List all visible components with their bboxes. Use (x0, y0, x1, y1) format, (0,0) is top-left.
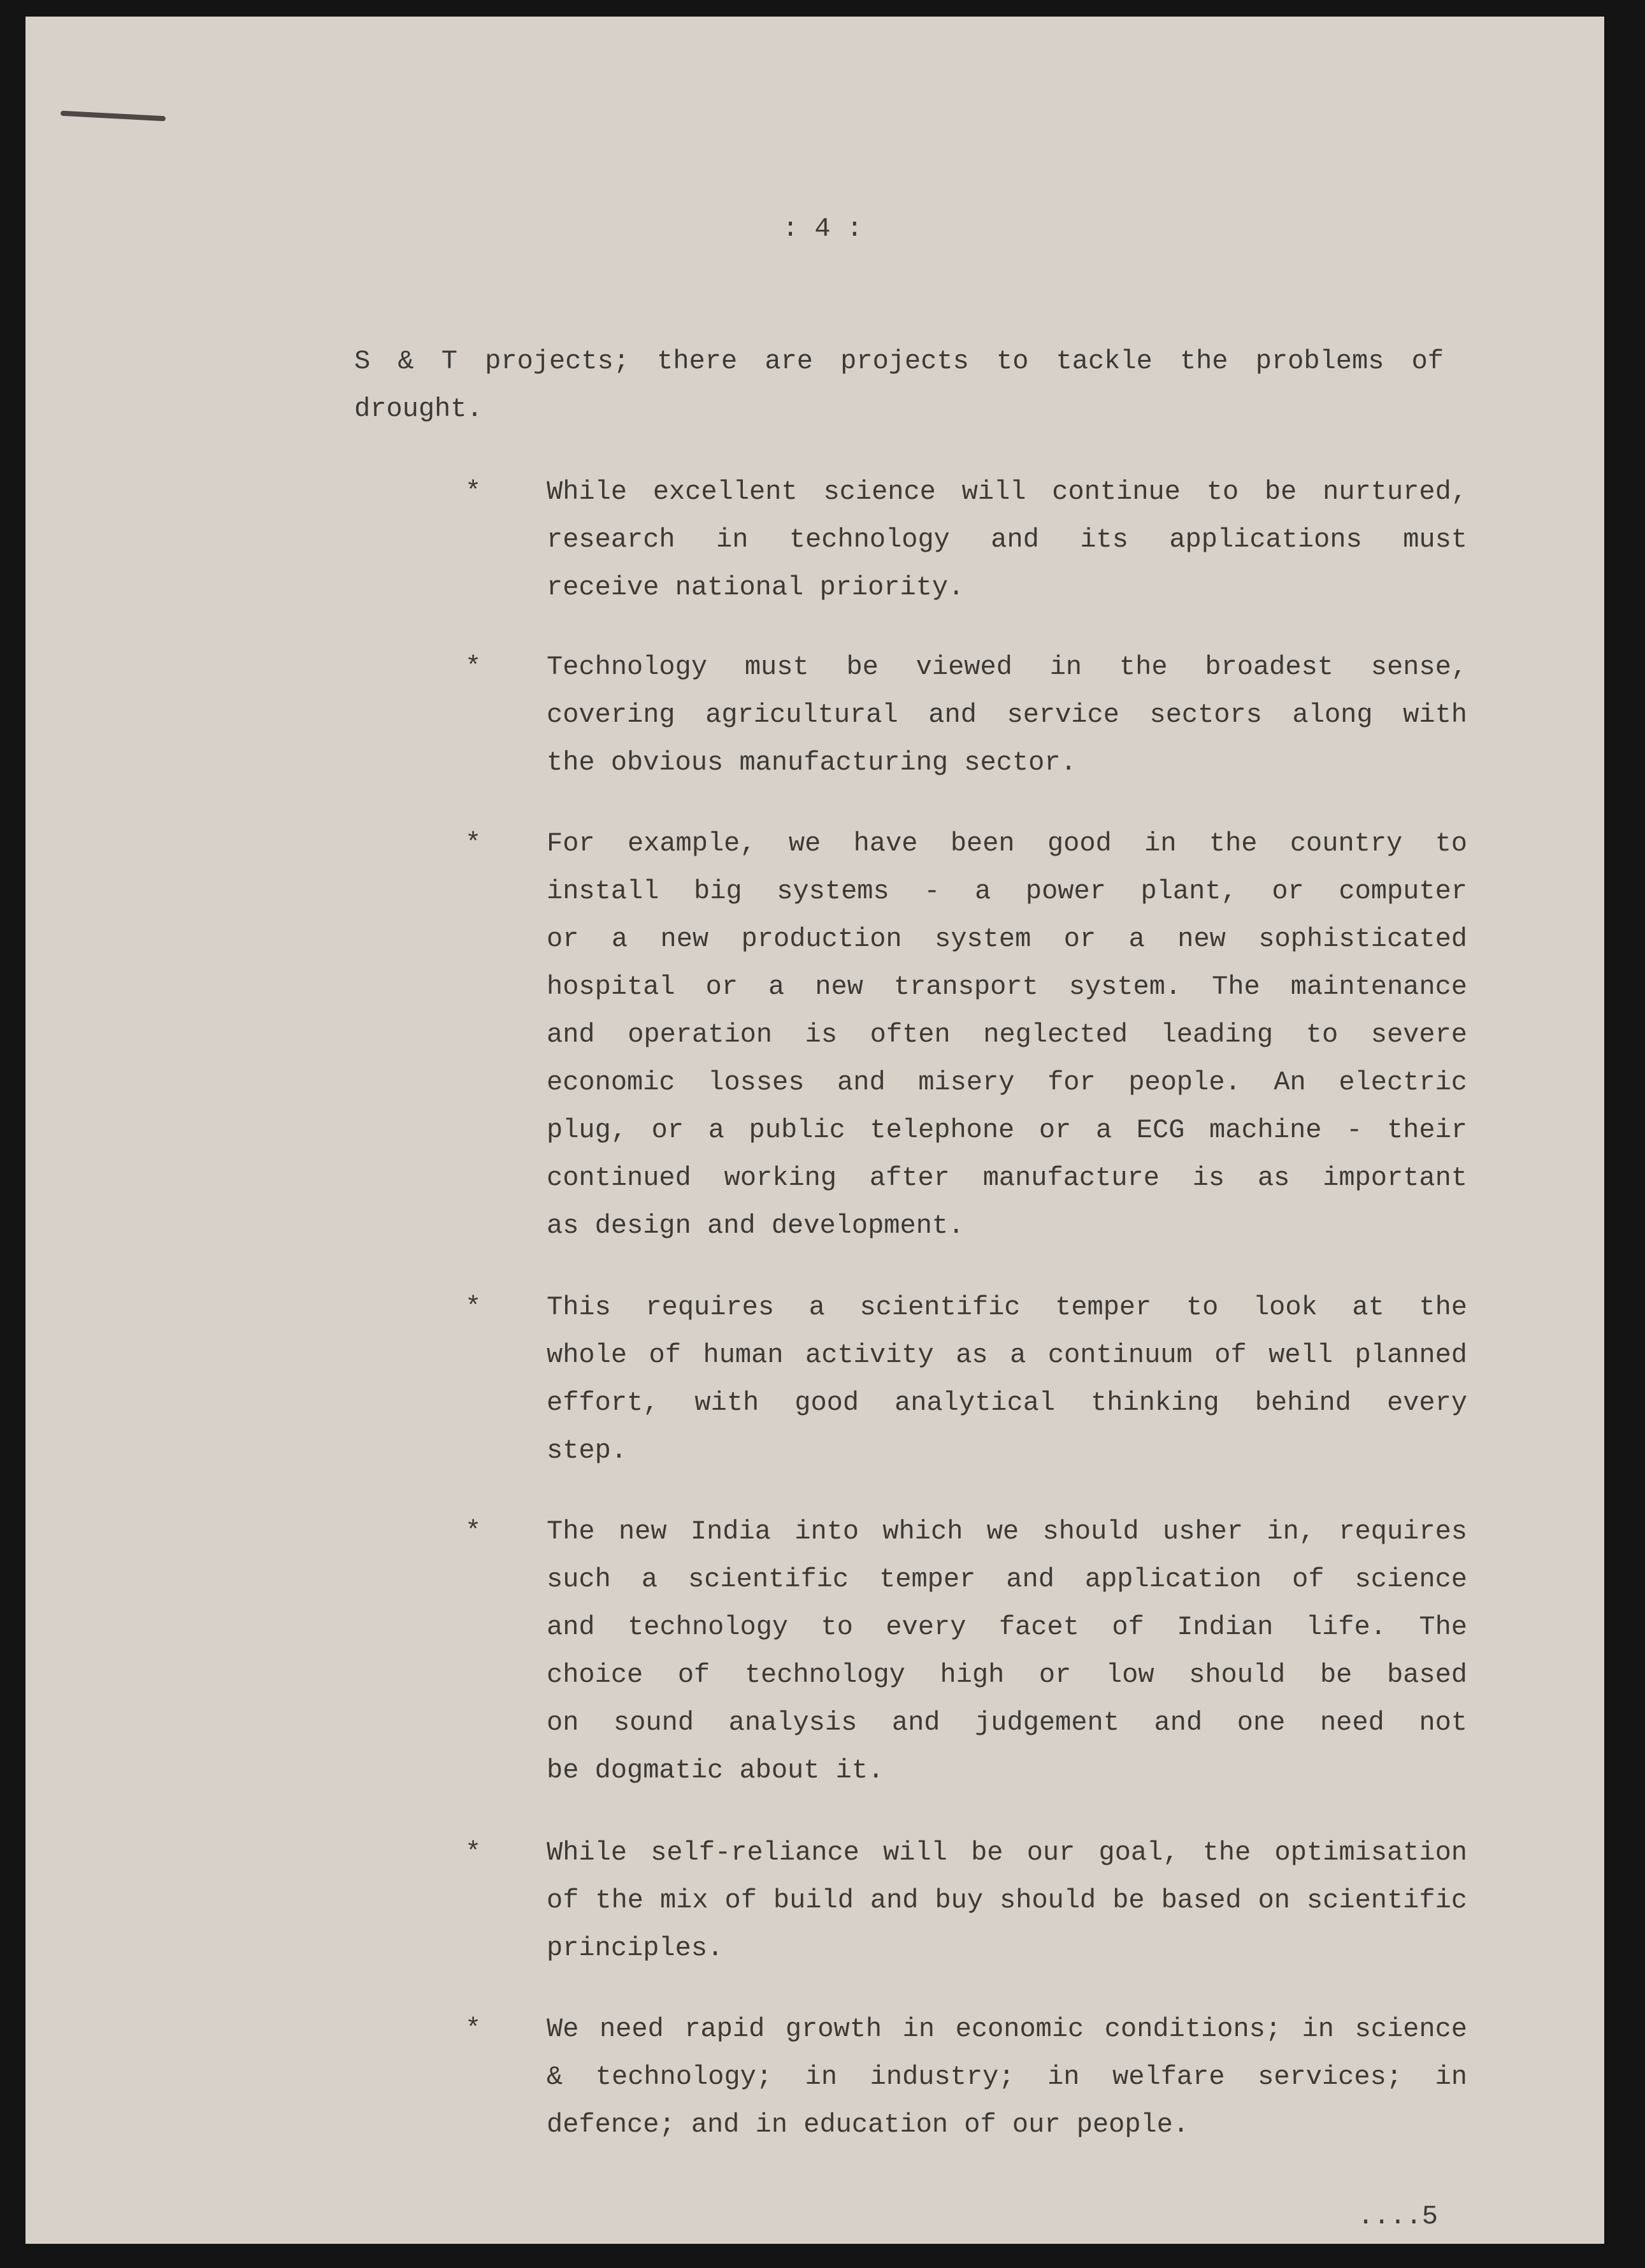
text-line: While self-reliance will be our goal, the optimisation (547, 1837, 1467, 1868)
text-line: S & T projects; there are projects to tackle the problems of (354, 346, 1444, 377)
bullet-star: * (465, 652, 482, 682)
text-line: the obvious manufacturing sector. (547, 747, 1077, 778)
text-line: For example, we have been good in the country to (547, 828, 1467, 859)
text-line: effort, with good analytical thinking behind every (547, 1388, 1467, 1418)
text-line: The new India into which we should usher in, requires (547, 1516, 1467, 1547)
bullet-star: * (465, 477, 482, 507)
bullet-paragraph (547, 820, 1467, 1250)
bullet-star: * (465, 1516, 482, 1547)
bullet-star: * (465, 828, 482, 859)
text-line: choice of technology high or low should be based (547, 1660, 1467, 1690)
text-line: install big systems - a power plant, or computer (547, 876, 1467, 907)
bullet-paragraph (547, 2006, 1467, 2149)
bullet-star: * (465, 1837, 482, 1868)
text-line: be dogmatic about it. (547, 1755, 884, 1786)
bullet-star: * (465, 1292, 482, 1323)
continuation-marker: ....5 (1357, 2201, 1438, 2232)
text-line: whole of human activity as a continuum of well planned (547, 1340, 1467, 1370)
text-line: principles. (547, 1933, 724, 1963)
bullet-paragraph (547, 1508, 1467, 1795)
text-line: drought. (354, 394, 483, 424)
text-line: plug, or a public telephone or a ECG machine - their (547, 1115, 1467, 1145)
intro-paragraph (354, 338, 1444, 433)
text-line: defence; and in education of our people. (547, 2109, 1189, 2140)
text-line: continued working after manufacture is as important (547, 1163, 1467, 1193)
bullet-paragraph (547, 468, 1467, 612)
bullet-paragraph (547, 1284, 1467, 1475)
text-line: step. (547, 1435, 628, 1466)
bullet-paragraph (547, 1829, 1467, 1972)
text-line: such a scientific temper and application of science (547, 1564, 1467, 1595)
text-line: covering agricultural and service sectors along with (547, 700, 1467, 730)
text-line: of the mix of build and buy should be based on scientific (547, 1885, 1467, 1916)
text-line: & technology; in industry; in welfare services; in (547, 2062, 1467, 2092)
text-line: and operation is often neglected leading to severe (547, 1019, 1467, 1050)
text-line: as design and development. (547, 1210, 965, 1241)
text-line: and technology to every facet of Indian life. The (547, 1612, 1467, 1642)
text-line: This requires a scientific temper to look at the (547, 1292, 1467, 1323)
text-line: While excellent science will continue to be nurtured, (547, 477, 1467, 507)
text-line: hospital or a new transport system. The maintenance (547, 972, 1467, 1002)
text-line: on sound analysis and judgement and one need not (547, 1707, 1467, 1738)
text-line: or a new production system or a new sophisticated (547, 924, 1467, 954)
text-line: research in technology and its applications must (547, 524, 1467, 555)
bullet-paragraph (547, 643, 1467, 787)
page-number: : 4 : (782, 213, 863, 244)
bullet-star: * (465, 2014, 482, 2044)
text-line: economic losses and misery for people. An electric (547, 1067, 1467, 1098)
text-line: Technology must be viewed in the broadest sense, (547, 652, 1467, 682)
text-line: receive national priority. (547, 572, 965, 603)
text-line: We need rapid growth in economic conditions; in science (547, 2014, 1467, 2044)
